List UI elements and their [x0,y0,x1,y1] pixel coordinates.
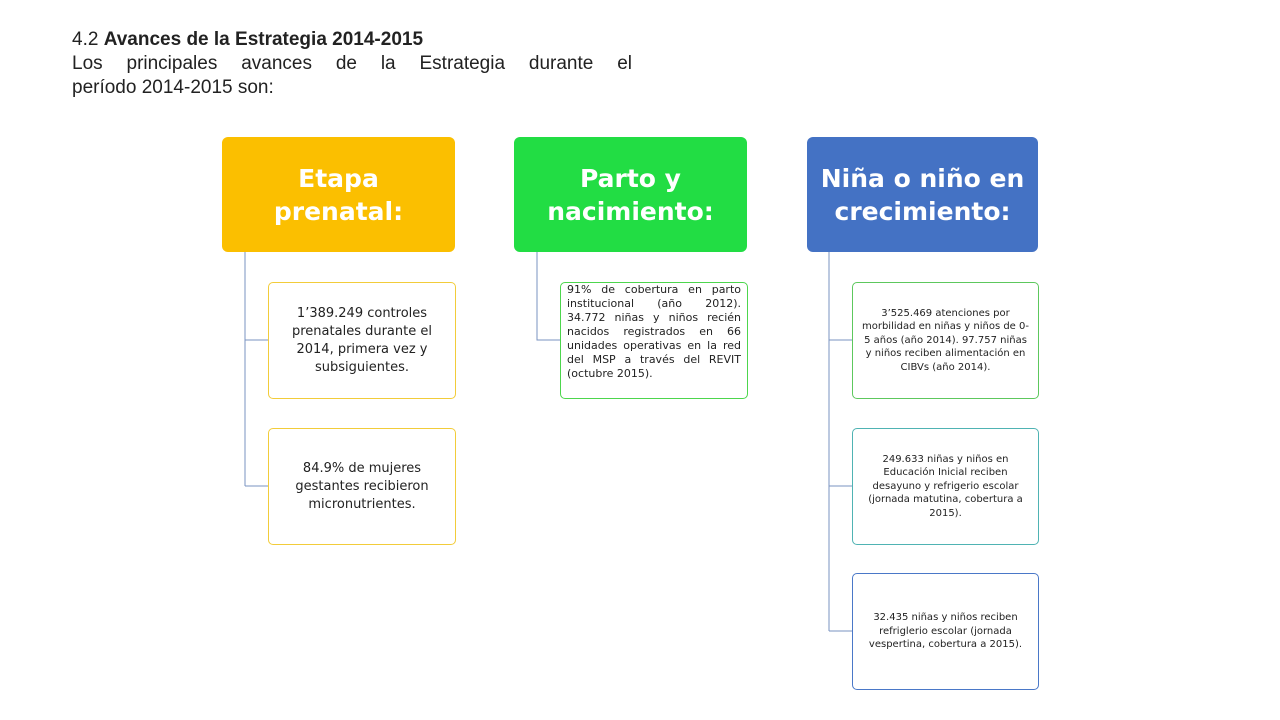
crecimiento-item-refrigerio: 32.435 niñas y niños reciben refriglerio escolar (jornada vespertina, cobertura a 2015). [852,573,1039,690]
crecimiento-item-educacion-inicial: 249.633 niñas y niños en Educación Inicial reciben desayuno y refrigerio escolar (jornada matutina, cobertura a 2015). [852,428,1039,545]
connector-parto [537,252,560,340]
section-subtitle-line2: período 2014-2015 son: [72,77,274,98]
section-number: 4.2 [72,29,99,50]
crecimiento-item-atenciones: 3’525.469 atenciones por morbilidad en niñas y niños de 0-5 años (año 2014). 97.757 niñas y niños reciben alimentación en CIBVs (año 2014). [852,282,1039,399]
prenatal-item-micronutrientes: 84.9% de mujeres gestantes recibieron micronutrientes. [268,428,456,545]
connector-prenatal [245,252,268,486]
stage-header-crecimiento: Niña o niño en crecimiento: [807,137,1038,252]
prenatal-item-controles: 1’389.249 controles prenatales durante el 2014, primera vez y subsiguientes. [268,282,456,399]
stage-header-prenatal: Etapa prenatal: [222,137,455,252]
connector-crecimiento [829,252,852,631]
parto-item-cobertura: 91% de cobertura en parto institucional (año 2012). 34.772 niñas y niños recién nacidos registrados en 66 unidades operativas en la red del MSP a través del REVIT (octubre 2015). [560,282,748,399]
section-subtitle-line1: Los principales avances de la Estrategia durante el [72,53,632,74]
section-title: Avances de la Estrategia 2014-2015 [103,29,424,50]
stage-header-parto: Parto y nacimiento: [514,137,747,252]
